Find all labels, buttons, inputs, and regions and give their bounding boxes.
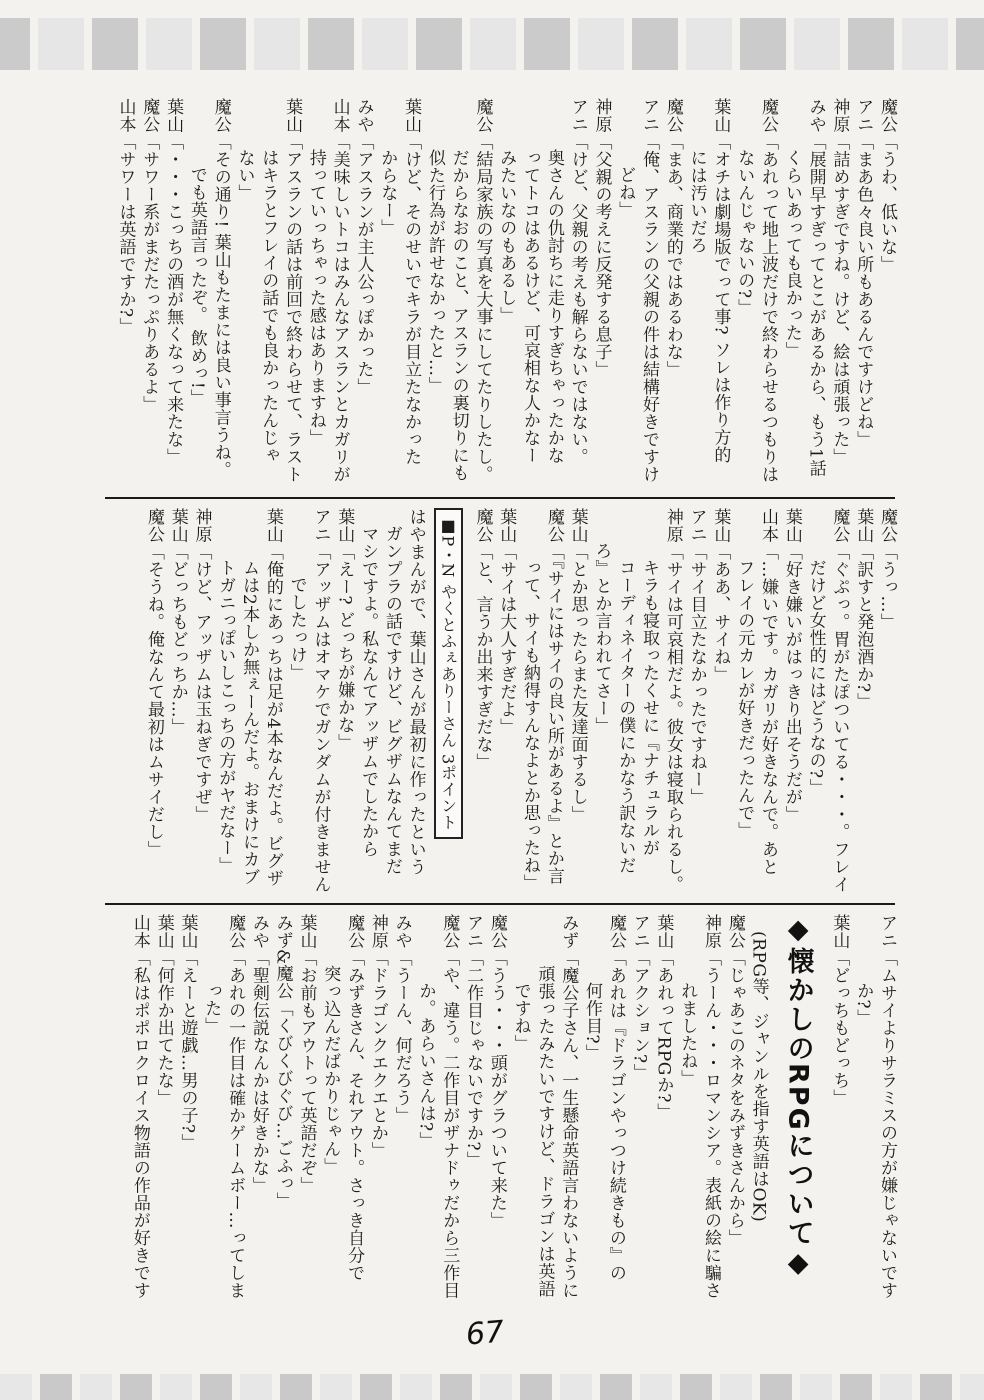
dialogue-line: 山本「サワーは英語ですか?」: [115, 98, 136, 336]
dialogue-line: 葉山「あれってRPGか?」: [653, 914, 674, 1121]
dialogue-line: 持っていっちゃった感はありますね」: [305, 149, 326, 447]
dialogue-line: 葉山「けど、そのせいでキラが目立たなかった: [401, 98, 422, 466]
dialogue-line: 魔公「そうね。俺なんて最初はムサイだし」: [143, 508, 164, 858]
dialogue-line: 葉山「とか思ったらまた友達面するし」: [567, 508, 588, 823]
dialogue-line: 魔公「ぐぷっ。胃がたぽついてる・・・。フレイ: [829, 508, 850, 893]
dialogue-line: 神原「けど、アッザムは玉ねぎですぜ」: [191, 508, 212, 823]
dialogue-line: アニ「まあ色々良い所もあるんですけどね」: [853, 98, 874, 448]
dialogue-line: アニ「けど、父親の考えも解らないではない。: [567, 98, 588, 466]
dialogue-line: 葉山「何作か出てたな」: [153, 914, 174, 1107]
dialogue-line: ですね」: [510, 982, 531, 1052]
dialogue-line: 神原「サイは可哀相だよ。彼女は寝取られるし。: [662, 508, 683, 893]
dialogue-line: って、サイも納得すんなよとか思ったね」: [520, 559, 541, 892]
dialogue-line: 葉山「好き嫌いがはっきり出そうだが」: [781, 508, 802, 823]
dialogue-line: 魔公「じゃあこのネタをみずきさんから」: [724, 914, 745, 1247]
dialogue-line: アニ「二作目じゃないですか?」: [463, 914, 484, 1169]
dialogue-line: 魔公「あれは『ドラゴンやっつけ続きもの』の: [605, 914, 626, 1282]
dialogue-line: でしたっけ」: [286, 576, 307, 681]
dialogue-line: どね」: [615, 166, 636, 219]
dialogue-line: には汚いだろ: [686, 149, 707, 254]
dialogue-line: 山本「美味しいトコはみんなアスランとカガリが: [329, 98, 350, 483]
dialogue-line: 魔公「と、言うか出来すぎだな」: [472, 508, 493, 771]
dialogue-line: 葉山「お前もアウトって英語だぞ」: [296, 914, 317, 1194]
dialogue-line: みや「聖剣伝説なんかは好きかな」: [248, 914, 269, 1194]
dialogue-line: (RPG等、ジャンルを指す英語はOK): [748, 931, 769, 1223]
dialogue-line: 魔公「その通り! 葉山もたまには良い事言うね。: [210, 98, 231, 479]
dialogue-line: はキラとフレイの話でも良かったんじゃ: [258, 149, 279, 464]
dialogue-line: ってトコはあるけど、可哀相な人かなー: [520, 149, 541, 464]
dialogue-line: 魔公「まあ、商業的ではあるわな」: [662, 98, 683, 378]
dialogue-line: ないんじゃないの?」: [734, 149, 755, 317]
dialogue-line: 魔公「うっ…」: [877, 508, 897, 631]
talk-section-retro-rpg: [104, 914, 898, 1338]
dialogue-line: 葉山「俺的にあっちは足が4本なんだよ。ビグザ: [262, 508, 283, 887]
dialogue-line: 魔公「結局家族の写真を大事にしてたりしたし。: [472, 98, 493, 483]
dialogue-line: った」: [201, 982, 222, 1035]
dialogue-line: 頑張ったみたいですけど、ドラゴンは英語: [534, 965, 555, 1298]
dialogue-line: 葉山「ああ、サイね」: [710, 508, 731, 683]
bottom-decorative-border: [0, 1374, 984, 1400]
dialogue-line: ない」: [234, 149, 255, 202]
dialogue-line: れましたね」: [677, 982, 698, 1087]
talk-section-seed-anime: [104, 98, 898, 498]
dialogue-line: か。あらいさんは?」: [415, 982, 436, 1150]
section-heading: ◆懐かしのRPGについて◆: [782, 914, 814, 1281]
dialogue-line: 神原「うーん・・・ロマンシア。表紙の絵に騙さ: [701, 914, 722, 1299]
dialogue-line: 魔公「や、違う。二作目がザナドゥだから三作目: [439, 914, 460, 1299]
dialogue-line: キラも寝取ったくせに『ナチュラルが: [639, 559, 660, 857]
dialogue-line: 山本「私はポポロクロイス物語の作品が好きです: [129, 914, 150, 1299]
dialogue-line: 魔公「サワー系がまだたっぷりあるよ」: [139, 98, 160, 413]
dialogue-line: みや「展開早すぎってとこがあるから、もう1話: [805, 98, 826, 477]
dialogue-line: ガンプラの話ですけど、ビグザムなんてまだ: [381, 525, 402, 875]
dialogue-line: 山本「…嫌いです。カガリが好きなんで。あと: [758, 508, 779, 876]
dialogue-line: 神原「詰めすぎですね。けど、絵は頑張った」: [829, 98, 850, 466]
dialogue-line: 似た行為が許せなかったと…」: [424, 149, 445, 394]
dialogue-line: アニ「アクション?」: [629, 914, 650, 1082]
dialogue-line: 葉山「訳すと発泡酒か?」: [853, 508, 874, 711]
dialogue-line: みや「うーん、何だろう」: [391, 914, 412, 1124]
dialogue-line: 魔公「あれって地上波だけで終わらせるつもりは: [758, 98, 779, 483]
dialogue-line: 魔公「みずきさん、それアウト。さっき自分で: [344, 914, 365, 1282]
dialogue-line: アニ「ムサイよりサラミスの方が嫌じゃないです: [877, 914, 897, 1299]
dialogue-line: からなー」: [377, 149, 398, 237]
dialogue-line: 魔公「うわ、低いな」: [877, 98, 897, 273]
dialogue-line: くらいあっても良かった」: [781, 149, 802, 359]
dialogue-line: はやまんがで、葉山さんが最初に作ったという: [405, 508, 426, 876]
dialogue-line: 葉山「サイは大人すぎだよ」: [496, 508, 517, 736]
dialogue-line: 葉山「・・・こっちの酒が無くなって来たな」: [163, 98, 184, 466]
dialogue-line: アニ「俺、アスランの父親の件は結構好きですけ: [639, 98, 660, 483]
dialogue-line: 葉山「えーと遊戯…男の子?」: [177, 914, 198, 1152]
dialogue-line: トガニっぽいしこっちの方がヤだなー」: [215, 559, 236, 874]
dialogue-line: だからなおのこと、アスランの裏切りにも: [448, 149, 469, 482]
dialogue-line: アニ「サイ目立たなかったですねー」: [686, 508, 707, 806]
dialogue-line: みず&魔公「くびくびぐび…ごふっ」: [272, 914, 293, 1210]
dialogue-line: コーディネイターの僕にかなう訳ないだ: [615, 559, 636, 874]
pen-name-credit-box: ■P・N やくとふぇありーさん 3ポイント: [434, 508, 463, 839]
page-number: 67: [464, 1314, 506, 1353]
dialogue-line: 魔公「あれの一作目は確かゲームボー…ってしま: [225, 914, 246, 1299]
dialogue-line: 神原「ドラゴンクエクエとか」: [367, 914, 388, 1159]
dialogue-line: でも英語言ったぞ。 飲めっ!」: [186, 166, 207, 407]
dialogue-line: みず「魔公子さん、一生懸命英語言わないように: [558, 914, 579, 1299]
dialogue-line: 何作目?」: [582, 982, 603, 1062]
section-divider-1: [105, 497, 895, 499]
dialogue-line: ろ』とか言われてさー」: [591, 542, 612, 735]
dialogue-line: みたいなのもあるし」: [496, 149, 517, 324]
dialogue-line: 葉山「どっちもどっちか…」: [167, 508, 188, 736]
top-decorative-border: [0, 18, 984, 70]
dialogue-line: みや「アスランが主人公っぽかった」: [353, 98, 374, 396]
dialogue-line: だけど女性的にはどうなの?」: [805, 559, 826, 797]
talk-section-sai-flay: [104, 508, 898, 900]
dialogue-line: か?」: [853, 982, 874, 1027]
dialogue-line: フレイの元カレが好きだったんで」: [734, 559, 755, 839]
dialogue-line: 葉山「オチは劇場版でって事? ソレは作り方的: [710, 98, 731, 464]
section-divider-2: [105, 903, 895, 905]
dialogue-line: 葉山「えー? どっちが嫌かな」: [334, 508, 355, 752]
dialogue-line: 奥さんの仇討ちに走りすぎちゃったかな: [543, 149, 564, 464]
dialogue-line: 突っ込んだばかりじゃん」: [320, 965, 341, 1175]
dialogue-line: ムは2本しか無ぇーんだよ。おまけにカブ: [239, 559, 260, 886]
dialogue-line: マシですよ。私なんてアッザムでしたから: [358, 525, 379, 858]
dialogue-line: アニ「アッザムはオマケでガンダムが付きません: [310, 508, 331, 893]
dialogue-line: 魔公「『サイにはサイの良い所があるよ』とか言: [543, 508, 564, 885]
dialogue-line: 神原「父親の考えに反発する息子」: [591, 98, 612, 378]
dialogue-line: 葉山「どっちもどっち」: [829, 914, 850, 1107]
dialogue-line: 魔公「うう・・・頭がグラついて来た」: [486, 914, 507, 1229]
dialogue-line: 葉山「アスランの話は前回で終わらせて、ラスト: [282, 98, 303, 483]
